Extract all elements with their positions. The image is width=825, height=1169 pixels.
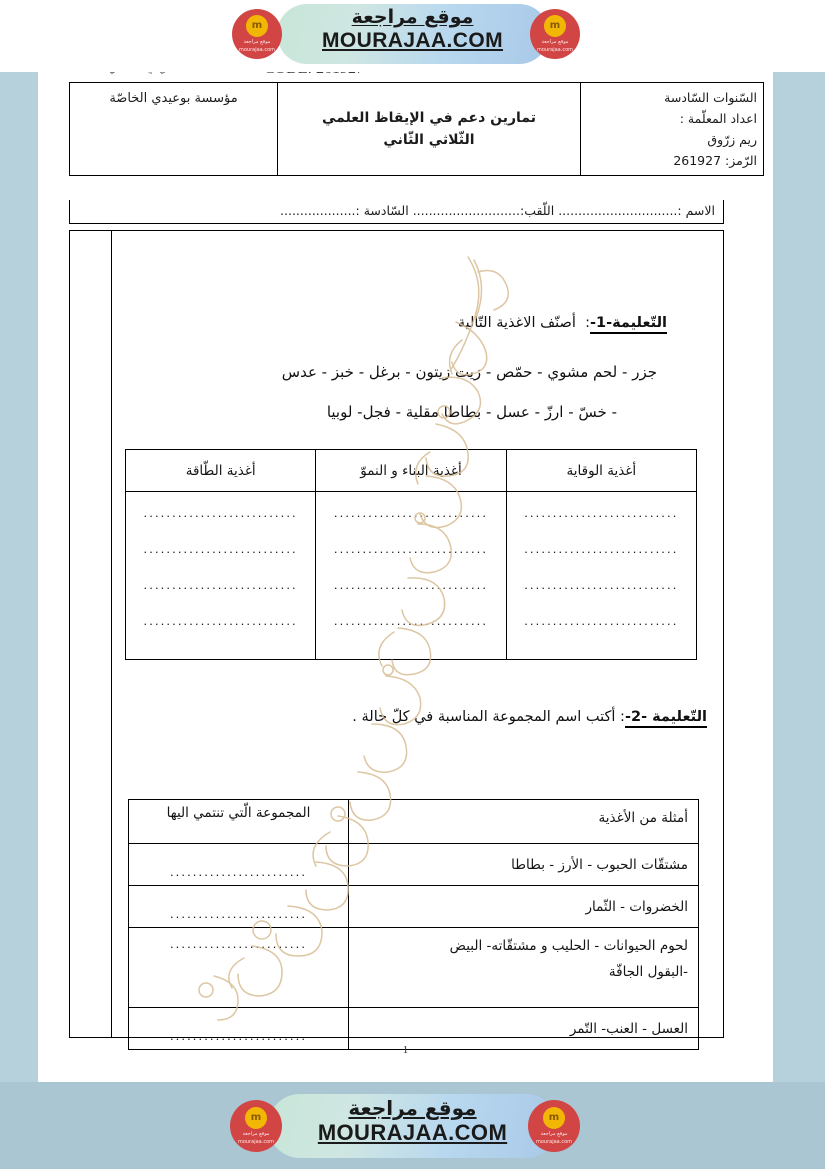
logo-caption-ar: موقع مراجعة [243, 39, 271, 45]
logo-glyph: m [245, 1107, 267, 1129]
answer-dots[interactable]: ........................... [333, 614, 489, 628]
groups-example-4: العسل - العنب- التّمر [349, 1008, 699, 1050]
food-list-line-1: جزر - لحم مشوي - حمّص - زيت زيتون - برغل - خبز - عدس [281, 363, 657, 381]
groups-answer-1[interactable] [129, 844, 349, 886]
classify-header-energy: أغذية الطّاقة [126, 450, 316, 492]
ident-teacher: ريم زرّوق [707, 132, 757, 147]
ident-level: السّنوات السّادسة [664, 90, 757, 105]
answer-dots[interactable]: ........................... [143, 542, 298, 556]
logo-caption-ar: موقع مراجعة [242, 1131, 270, 1137]
answer-dots[interactable]: ........................... [143, 506, 298, 520]
classify-header-protection: أغذية الوقاية [506, 450, 696, 492]
logo-caption-url: mourajaa.com [239, 47, 276, 53]
level-dots[interactable]: ................... [280, 203, 356, 218]
promo-banner-bottom [0, 1082, 825, 1169]
mourajaa-logo-icon [528, 1100, 580, 1152]
logo-glyph: m [544, 15, 566, 37]
promo-text-block [322, 6, 503, 53]
instruction-1-text: أصنّف الاغذية التّالية [457, 315, 576, 331]
instruction-2-text: أكتب اسم المجموعة المناسبة في كلّ حالة . [352, 709, 616, 725]
identification-table [69, 82, 764, 176]
classify-cell-protection[interactable] [506, 492, 696, 660]
document-page [38, 72, 773, 1082]
groups-example-1: مشتقّات الحبوب - الأرز - بطاطا [349, 844, 699, 886]
ident-title-cell [278, 83, 581, 176]
answer-dots[interactable]: ........................... [333, 542, 489, 556]
table-row [129, 886, 699, 928]
promo-arabic-title: موقع مراجعة [351, 6, 474, 28]
groups-header-example: أمثلة من الأغذية [349, 800, 699, 844]
classification-table [125, 449, 697, 660]
classify-cell-growth[interactable] [316, 492, 506, 660]
worksheet-title-line1: تمارين دعم في الإيقاظ العلمي [322, 110, 536, 126]
logo-caption-url: mourajaa.com [537, 47, 574, 53]
table-row [129, 928, 699, 1008]
classify-header-growth: أغذية البناء و النموّ [316, 450, 506, 492]
ident-meta-cell [581, 83, 764, 176]
promo-text-block [318, 1096, 507, 1146]
name-label: الاسم : [677, 203, 715, 218]
mourajaa-logo-icon [530, 9, 580, 59]
student-identity-line [69, 200, 724, 224]
worksheet-title-line2: الثّلاثي الثّاني [383, 132, 475, 148]
instruction-1-separator: : [585, 315, 590, 331]
instruction-1 [458, 315, 667, 331]
logo-glyph: m [543, 1107, 565, 1129]
answer-dots[interactable]: ........................... [524, 614, 679, 628]
table-row [70, 83, 764, 176]
instruction-2 [352, 709, 707, 725]
answer-dots[interactable]: ........................ [169, 906, 308, 921]
logo-glyph: m [246, 15, 268, 37]
answer-dots[interactable]: ........................... [333, 506, 489, 520]
food-list-line-2: - خسّ - ارزّ - عسل - بطاطا مقلية - فجل- لوبيا [326, 403, 617, 421]
ident-prepared-by: اعداد المعلّمة : [679, 111, 757, 126]
promo-website-url[interactable]: MOURAJAA.COM [322, 29, 503, 52]
content-vertical-rule [111, 231, 112, 1037]
groups-table [128, 799, 699, 1050]
ident-code: الرّمز: 261927 [673, 153, 757, 168]
promo-arabic-title: موقع مراجعة [348, 1096, 477, 1120]
logo-caption-url: mourajaa.com [536, 1139, 573, 1145]
groups-example-3-line1: لحوم الحيوانات - الحليب و مشتقّاته- البيض [449, 938, 688, 954]
answer-dots[interactable]: ........................ [169, 864, 308, 879]
groups-example-3-line2: -البقول الجافّة [608, 964, 688, 980]
answer-dots[interactable]: ........................ [169, 936, 308, 951]
groups-answer-2[interactable] [129, 886, 349, 928]
answer-dots[interactable]: ........................... [143, 614, 298, 628]
answer-dots[interactable]: ........................... [143, 578, 298, 592]
mourajaa-logo-icon [232, 9, 282, 59]
table-row [126, 492, 697, 660]
logo-caption-url: mourajaa.com [238, 1139, 275, 1145]
groups-example-3 [349, 928, 699, 1008]
name-dots[interactable]: .............................. [558, 203, 678, 218]
classify-cell-energy[interactable] [126, 492, 316, 660]
answer-dots[interactable]: ........................... [524, 578, 679, 592]
surname-dots[interactable]: ........................... [412, 203, 520, 218]
instruction-2-lead: التّعليمة -2- [625, 709, 707, 728]
promo-website-url[interactable]: MOURAJAA.COM [317, 1120, 508, 1145]
table-row [129, 844, 699, 886]
logo-caption-ar: موقع مراجعة [541, 39, 569, 45]
answer-dots[interactable]: ........................... [524, 506, 679, 520]
instruction-1-lead: التّعليمة-1- [590, 315, 667, 334]
groups-example-2: الخضروات - الثّمار [349, 886, 699, 928]
answer-dots[interactable]: ........................... [333, 578, 489, 592]
groups-answer-3[interactable] [129, 928, 349, 1008]
answer-dots[interactable]: ........................ [169, 1028, 308, 1043]
surname-label: اللّقب: [519, 203, 555, 218]
page-number: 1 [402, 1044, 409, 1056]
mourajaa-logo-icon [230, 1100, 282, 1152]
answer-dots[interactable]: ........................... [524, 542, 679, 556]
ident-organisation: مؤسسة بوعيدي الخاصّة [70, 83, 278, 176]
table-header-row [126, 450, 697, 492]
groups-header-answer: المجموعة الّتي تنتمي اليها [129, 800, 349, 844]
level-label: السّادسة : [355, 203, 409, 218]
worksheet-content-frame [69, 230, 724, 1043]
table-header-row [129, 800, 699, 844]
promo-banner-top [0, 0, 825, 72]
instruction-2-separator: : [620, 709, 625, 725]
logo-caption-ar: موقع مراجعة [540, 1131, 568, 1137]
